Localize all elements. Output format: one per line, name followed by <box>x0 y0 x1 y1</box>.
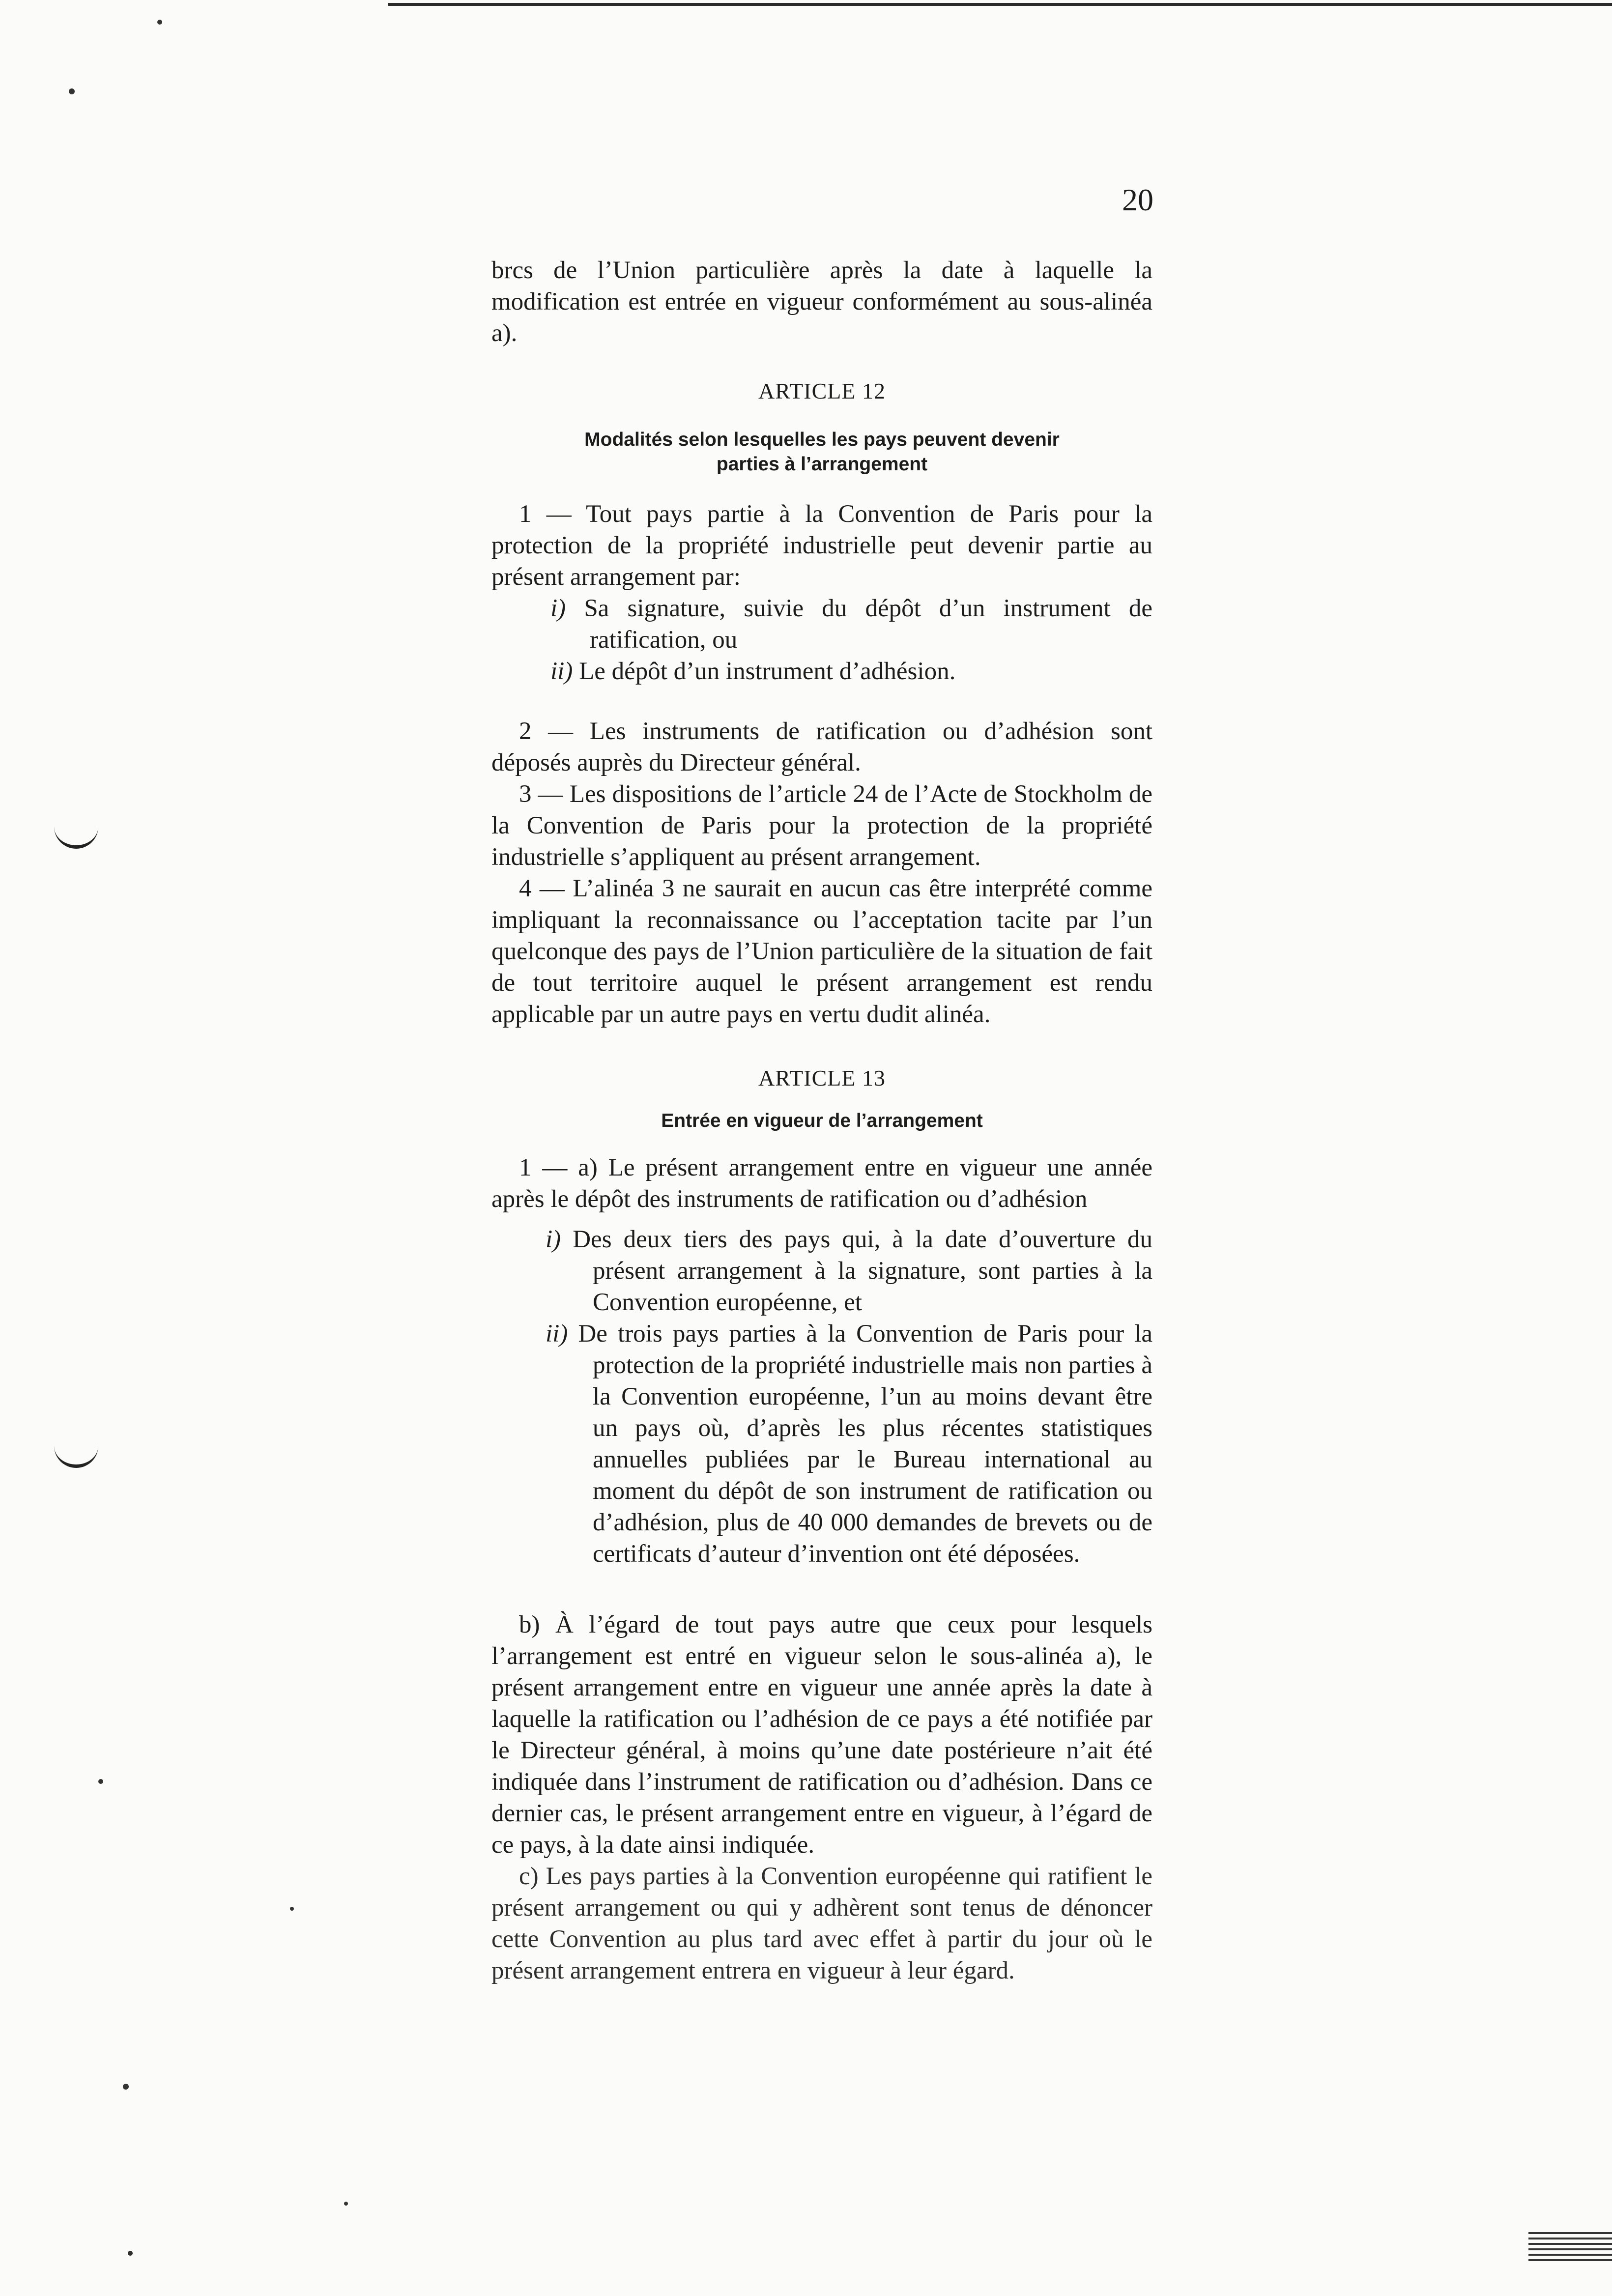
list-item: i) Sa signature, suivie du dépôt d’un instrument de ratification, ou <box>550 595 1152 654</box>
scan-speck <box>98 1779 103 1784</box>
carryover-paragraph: brcs de l’Union particulière après la date à laquelle la modification est entrée en vigueur conformément au sous-alinéa a). <box>491 257 1152 347</box>
article-13-paragraph-1a: 1 — a) Le présent arrangement entre en vigueur une année après le dépôt des instruments de ratification ou d’adhésion <box>491 1154 1152 1213</box>
scan-speck <box>123 2084 129 2090</box>
article-12-heading: ARTICLE 12 <box>758 378 886 403</box>
article-12-paragraph-3: 3 — Les dispositions de l’article 24 de l’Acte de Stockholm de la Convention de Paris pour la protection de la propriété industrielle s’appliquent au présent arrangement. <box>491 780 1152 871</box>
article-12-paragraph-4: 4 — L’alinéa 3 ne saurait en aucun cas être interprété comme impliquant la reconnaissance ou l’acceptation tacite par l’un quelconque des pays de l’Union particulière de la situation de fait de tout territoire auquel le présent arrangement est rendu applicable par un autre pays en vertu dudit alinéa. <box>491 875 1152 1028</box>
scan-speck <box>290 1907 294 1911</box>
list-item: i) Des deux tiers des pays qui, à la date d’ouverture du présent arrangement à la signature, sont parties à la Convention européenne, et <box>546 1226 1153 1316</box>
scan-speck <box>344 2202 348 2206</box>
scan-mark <box>54 821 98 849</box>
article-12-subheading-line1: Modalités selon lesquelles les pays peuvent devenir <box>584 429 1060 450</box>
article-13-paragraph-1c: c) Les pays parties à la Convention européenne qui ratifient le présent arrangement ou qui y adhèrent sont tenus de dénoncer cette Convention au plus tard avec effet à partir du jour où le présent arrangement entrera en vigueur à leur égard. <box>491 1863 1152 1984</box>
article-13-paragraph-1b: b) À l’égard de tout pays autre que ceux pour lesquels l’arrangement est entré en vigueur selon le sous-alinéa a), le présent arrangement entre en vigueur une année après la date à laquelle la ratification ou l’adhésion de ce pays a été notifiée par le Directeur général, à moins qu’une date postérieure n’ait été indiquée dans l’instrument de ratification ou d’adhésion. Dans ce dernier cas, le présent arrangement entre en vigueur, à l’égard de ce pays, à la date ainsi indiquée. <box>491 1611 1152 1859</box>
list-item: ii) Le dépôt d’un instrument d’adhésion. <box>550 658 956 685</box>
scan-mark <box>1528 2232 1612 2262</box>
scan-speck <box>69 88 75 94</box>
list-item: ii) De trois pays parties à la Convention de Paris pour la protection de la propriété industrielle mais non parties à la Convention européenne, l’un au moins devant être un pays où, d’après les plus récentes statistiques annuelles publiées par le Bureau international au moment du dépôt de son instrument de ratification ou d’adhésion, plus de 40 000 demandes de brevets ou de certificats d’auteur d’invention ont été déposées. <box>546 1320 1153 1568</box>
article-12-subheading-line2: parties à l’arrangement <box>716 454 928 475</box>
article-12-paragraph-1: 1 — Tout pays partie à la Convention de Paris pour la protection de la propriété industrielle peut devenir partie au présent arrangement par: <box>491 500 1152 591</box>
scan-speck <box>128 2251 133 2256</box>
scan-mark <box>54 1440 98 1468</box>
text-column <box>491 255 1152 1986</box>
article-13-subheading: Entrée en vigueur de l’arrangement <box>661 1110 983 1131</box>
top-rule <box>388 3 1612 6</box>
scan-speck <box>157 20 162 25</box>
article-12-paragraph-2: 2 — Les instruments de ratification ou d’adhésion sont déposés auprès du Directeur général. <box>491 718 1152 776</box>
page-number: 20 <box>1122 182 1153 217</box>
article-13-heading: ARTICLE 13 <box>758 1065 886 1091</box>
